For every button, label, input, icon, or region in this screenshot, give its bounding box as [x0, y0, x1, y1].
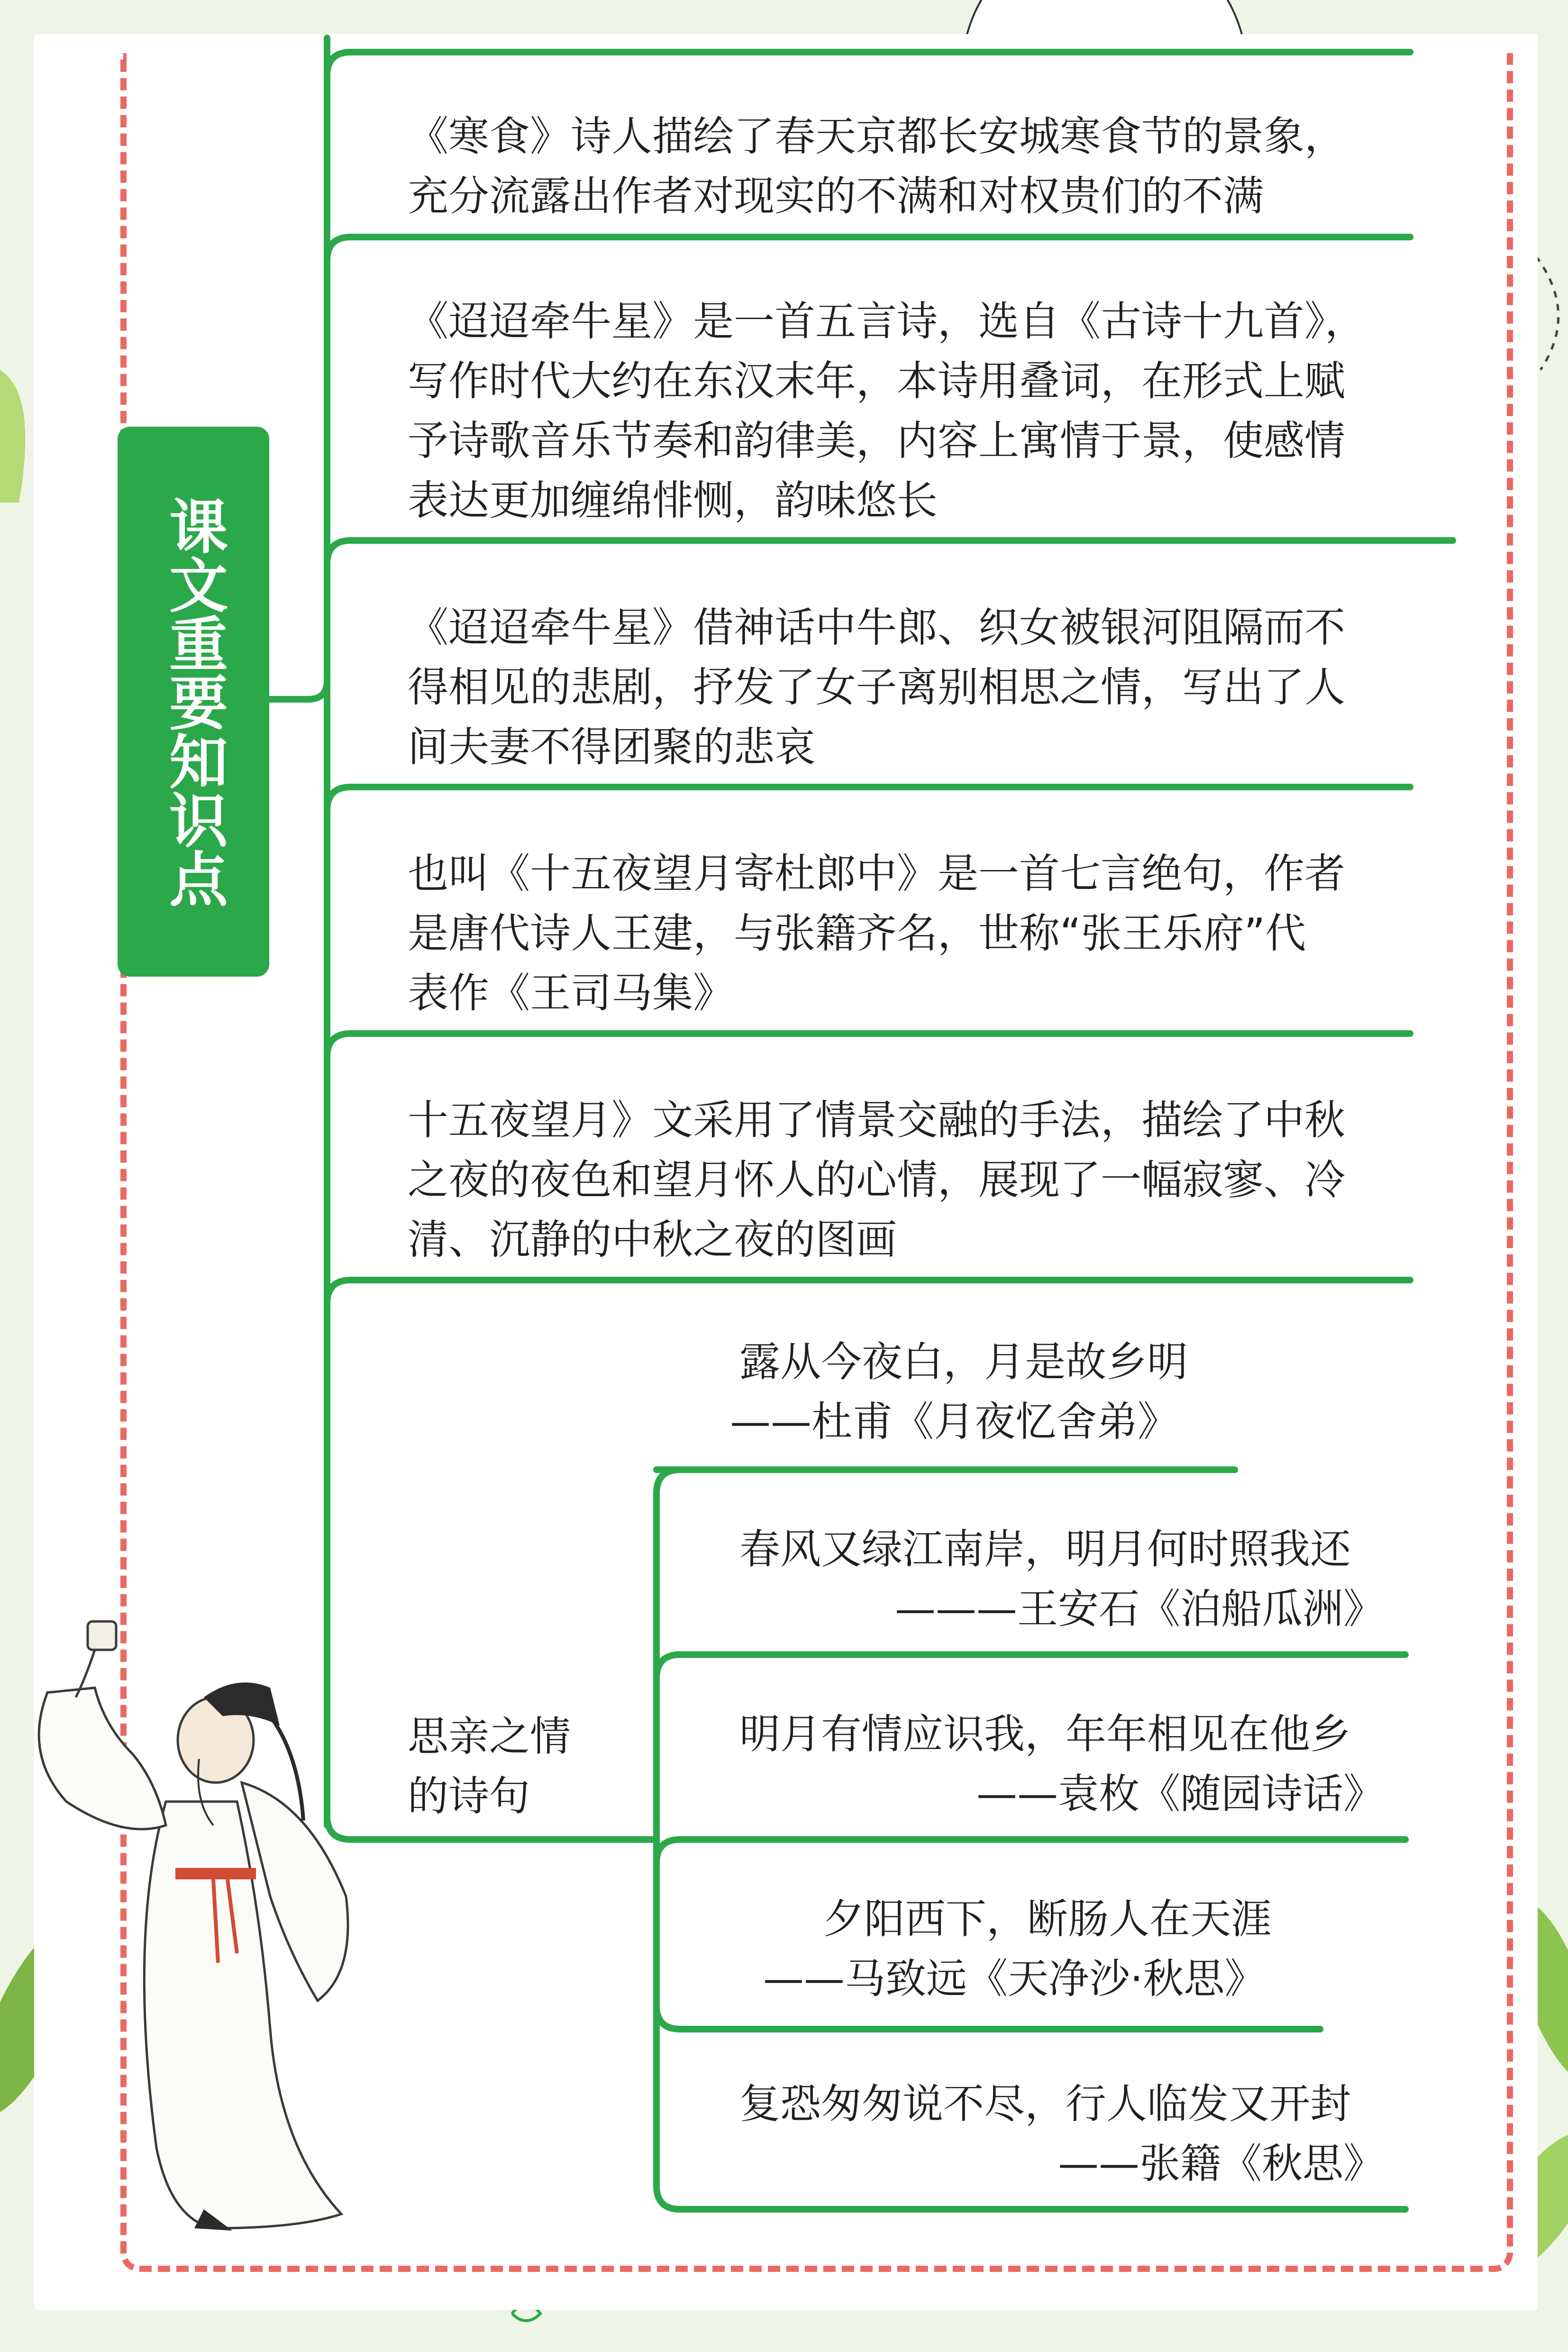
poem-verse: 复恐匆匆说不尽，行人临发又开封: [739, 2080, 1351, 2128]
poem-underline-4: [656, 2005, 1320, 2029]
poem-source: ——张籍《秋思》: [1058, 2140, 1384, 2187]
entry-line: 间夫妻不得团聚的悲哀: [408, 723, 815, 771]
poem-item: [763, 1889, 1332, 2009]
poem-source: ——杜甫《月夜忆舍弟》: [730, 1398, 1178, 1446]
poem-verse: 明月有情应识我，年年相见在他乡: [739, 1711, 1351, 1758]
entry-underline-3: [327, 540, 1453, 564]
entry-line: 《寒食》诗人描绘了春天京都长安城寒食节的景象，: [408, 113, 1345, 160]
entry-line: 《迢迢牵牛星》是一首五言诗，选自《古诗十九首》，: [408, 298, 1366, 345]
entry-line: 《迢迢牵牛星》借神话中牛郎、织女被银河阻隔而不: [408, 604, 1345, 651]
poem-source: ——袁枚《随园诗话》: [976, 1770, 1384, 1818]
poem-underline-2: [656, 1655, 1405, 1678]
title-box: [118, 427, 269, 977]
entry-underline-2: [327, 237, 1410, 261]
entry-line: 是唐代诗人王建，与张籍齐名，世称“张王乐府”代: [408, 910, 1306, 957]
title-connector: [269, 680, 327, 699]
poem-verse: 夕阳西下，断肠人在天涯: [823, 1895, 1272, 1943]
poem-source: ———王安石《泊船瓜洲》: [895, 1585, 1384, 1633]
entry-line: 表作《王司马集》: [408, 970, 734, 1017]
scholar-illustration: [14, 1602, 384, 2238]
poem-item: [739, 1519, 1384, 1639]
entry-line: 充分流露出作者对现实的不满和对权贵们的不满: [408, 173, 1264, 220]
poem-verse: 露从今夜白，月是故乡明: [739, 1338, 1188, 1386]
entry-line: 也叫《十五夜望月寄杜郎中》是一首七言绝句，作者: [408, 850, 1345, 897]
poem-item: [739, 1704, 1384, 1824]
poem-underline-1: [656, 1470, 1235, 1493]
entry-line: 写作时代大约在东汉末年，本诗用叠词，在形式上赋: [408, 357, 1345, 405]
poem-underline-3: [656, 1840, 1405, 1863]
sub-trunk: [656, 1470, 680, 2186]
entry-underline-6: [327, 1280, 1410, 1304]
entry-line: 之夜的夜色和望月怀人的心情，展现了一幅寂寥、冷: [408, 1156, 1345, 1204]
entry-underline-1: [327, 52, 1410, 76]
entry-line: 得相见的悲剧，抒发了女子离别相思之情，写出了人: [408, 664, 1345, 711]
entry-line: 表达更加缠绵悱恻，韵味悠长: [408, 477, 938, 524]
poem-source: ——马致远《天净沙·秋思》: [763, 1955, 1266, 2003]
poem-verse: 春风又绿江南岸，明月何时照我还: [739, 1526, 1351, 1573]
page-title: 课文重要知识点: [159, 496, 228, 907]
entry-underline-5: [327, 1034, 1410, 1057]
poem-item: [739, 2074, 1384, 2194]
poem-item: [730, 1332, 1251, 1452]
entry-line: 十五夜望月》文采用了情景交融的手法，描绘了中秋: [408, 1097, 1345, 1144]
entry-line: 清、沉静的中秋之夜的图画: [408, 1216, 897, 1263]
entry-underline-4: [327, 787, 1410, 811]
entry-line: 予诗歌音乐节奏和韵律美，内容上寓情于景，使感情: [408, 417, 1345, 465]
branch-label-line2: 的诗句: [408, 1773, 530, 1820]
branch-label-line1: 思亲之情: [408, 1713, 571, 1760]
